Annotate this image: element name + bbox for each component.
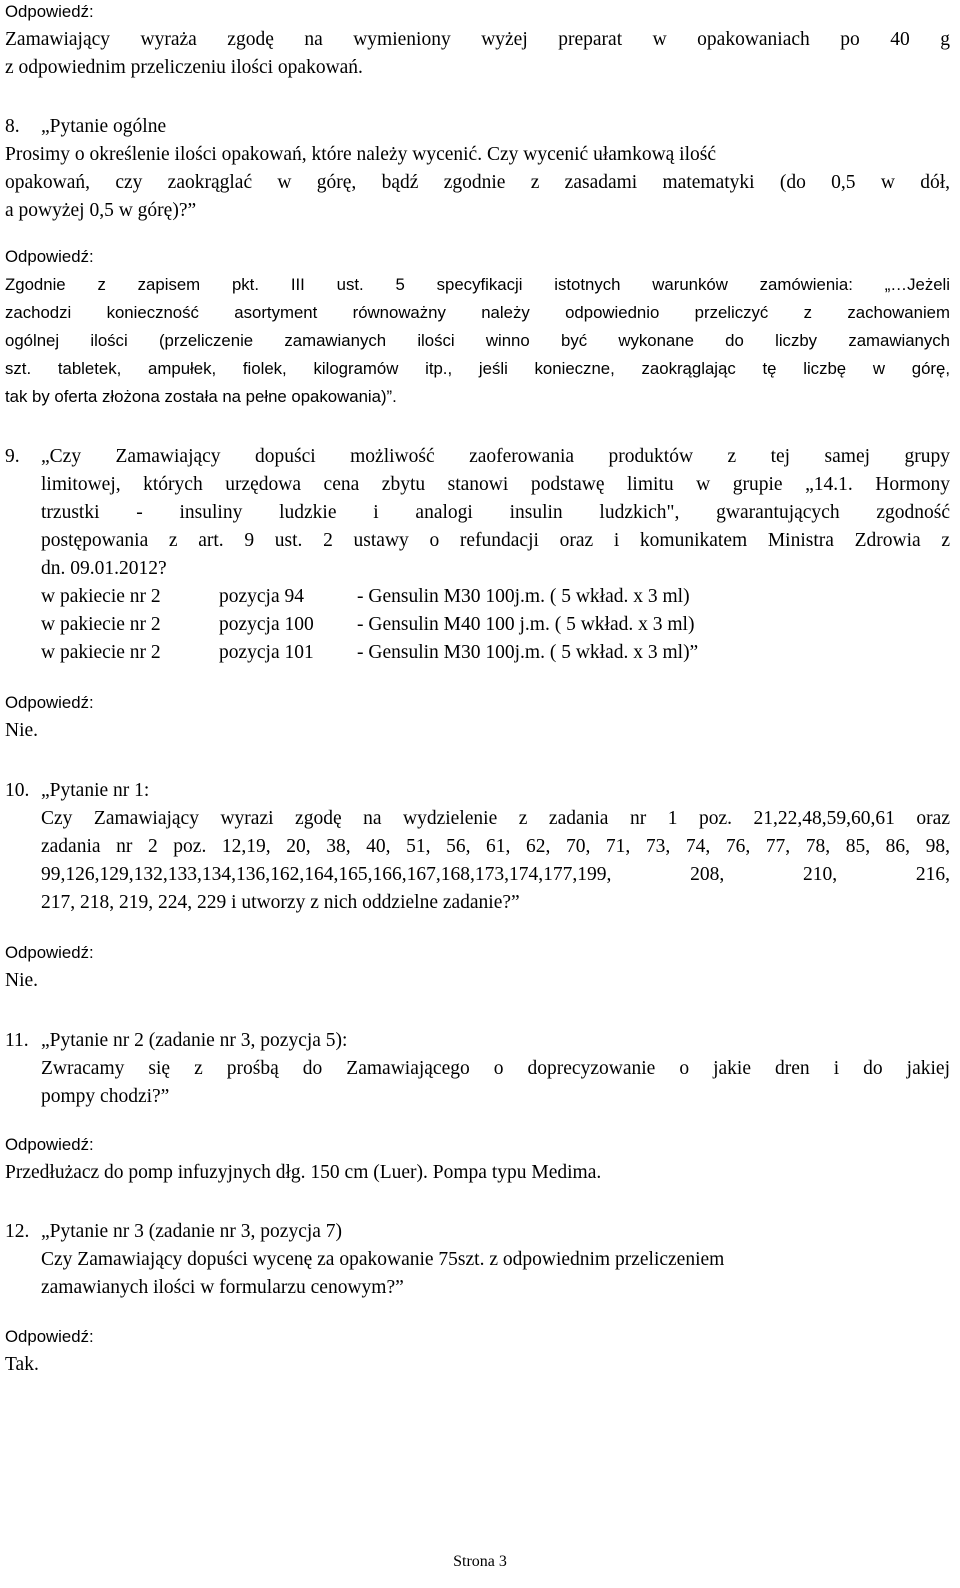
package-cell: w pakiecie nr 2 xyxy=(41,642,161,663)
question-body-line: postępowania z art. 9 ust. 2 ustawy o refundacji oraz i komunikatem Ministra Zdrowia z xyxy=(41,530,950,551)
position-cell: pozycja 94 xyxy=(219,586,305,607)
question-title: „Pytanie nr 2 (zadanie nr 3, pozycja 5): xyxy=(41,1030,348,1051)
question-number: 9. xyxy=(5,446,20,467)
question-number: 10. xyxy=(5,780,30,801)
product-cell: - Gensulin M40 100 j.m. ( 5 wkład. x 3 ml) xyxy=(357,614,695,635)
question-body-line: zadania nr 2 poz. 12,19, 20, 38, 40, 51, 56, 61, 62, 70, 71, 73, 74, 76, 77, 78, 85, 86, 98, xyxy=(41,836,950,857)
answer-text-line: Przedłużacz do pomp infuzyjnych dłg. 150 cm (Luer). Pompa typu Medima. xyxy=(5,1162,602,1183)
question-number: 8. xyxy=(5,116,20,137)
position-cell: pozycja 100 xyxy=(219,614,314,635)
question-title: „Pytanie nr 3 (zadanie nr 3, pozycja 7) xyxy=(41,1221,343,1242)
question-title: „Pytanie nr 1: xyxy=(41,780,150,801)
answer-label: Odpowiedź: xyxy=(5,943,94,962)
question-body-line: Prosimy o określenie ilości opakowań, które należy wycenić. Czy wycenić ułamkową ilość xyxy=(5,144,717,165)
answer-text-line: Nie. xyxy=(5,720,39,741)
answer-label: Odpowiedź: xyxy=(5,693,94,712)
answer-text-line: szt. tabletek, ampułek, fiolek, kilogramów itp., jeśli konieczne, zaokrąglając tę liczbę w górę, xyxy=(5,359,950,378)
question-body-line: pompy chodzi?” xyxy=(41,1086,170,1107)
question-body-line: trzustki - insuliny ludzkie i analogi insulin ludzkich", gwarantujących zgodność xyxy=(41,502,950,523)
package-cell: w pakiecie nr 2 xyxy=(41,586,161,607)
question-body-line: 99,126,129,132,133,134,136,162,164,165,166,167,168,173,174,177,199, 208, 210, 216, xyxy=(41,864,950,885)
answer-text-line: z odpowiednim przeliczeniu ilości opakowań. xyxy=(5,57,363,78)
answer-text-line: Nie. xyxy=(5,970,39,991)
answer-text-line: ogólnej ilości (przeliczenie zamawianych ilości winno być wykonane do liczby zamawianych xyxy=(5,331,950,350)
question-body-line: Czy Zamawiający dopuści wycenę za opakowanie 75szt. z odpowiednim przeliczeniem xyxy=(41,1249,725,1270)
answer-text-line: Tak. xyxy=(5,1354,39,1375)
answer-text-line: Zgodnie z zapisem pkt. III ust. 5 specyfikacji istotnych warunków zamówienia: „…Jeżeli xyxy=(5,275,950,294)
package-cell: w pakiecie nr 2 xyxy=(41,614,161,635)
question-number: 11. xyxy=(5,1030,29,1051)
answer-label: Odpowiedź: xyxy=(5,2,94,21)
question-body-line: dn. 09.01.2012? xyxy=(41,558,167,579)
question-body-line: a powyżej 0,5 w górę)?” xyxy=(5,200,197,221)
question-body-line: Zwracamy się z prośbą do Zamawiającego o doprecyzowanie o jakie dren i do jakiej xyxy=(41,1058,950,1079)
product-cell: - Gensulin M30 100j.m. ( 5 wkład. x 3 ml) xyxy=(357,586,690,607)
answer-text-line: zachodzi konieczność asortyment równoważny należy odpowiednio przeliczyć z zachowaniem xyxy=(5,303,950,322)
answer-label: Odpowiedź: xyxy=(5,1327,94,1346)
question-body-line: „Czy Zamawiający dopuści możliwość zaoferowania produktów z tej samej grupy xyxy=(41,446,950,467)
page-number: Strona 3 xyxy=(453,1553,507,1570)
question-title: „Pytanie ogólne xyxy=(41,116,167,137)
product-cell: - Gensulin M30 100j.m. ( 5 wkład. x 3 ml)” xyxy=(357,642,699,663)
question-body-line: opakowań, czy zaokrąglać w górę, bądź zgodnie z zasadami matematyki (do 0,5 w dół, xyxy=(5,172,950,193)
answer-text-line: Zamawiający wyraża zgodę na wymieniony wyżej preparat w opakowaniach po 40 g xyxy=(5,29,950,50)
question-body-line: limitowej, których urzędowa cena zbytu stanowi podstawę limitu w grupie „14.1. Hormony xyxy=(41,474,950,495)
question-body-line: 217, 218, 219, 224, 229 i utworzy z nich oddzielne zadanie?” xyxy=(41,892,520,913)
answer-label: Odpowiedź: xyxy=(5,247,94,266)
position-cell: pozycja 101 xyxy=(219,642,314,663)
answer-text-line: tak by oferta złożona została na pełne opakowania)”. xyxy=(5,387,397,406)
question-body-line: Czy Zamawiający wyrazi zgodę na wydzielenie z zadania nr 1 poz. 21,22,48,59,60,61 oraz xyxy=(41,808,950,829)
answer-label: Odpowiedź: xyxy=(5,1135,94,1154)
question-body-line: zamawianych ilości w formularzu cenowym?” xyxy=(41,1277,404,1298)
question-number: 12. xyxy=(5,1221,30,1242)
